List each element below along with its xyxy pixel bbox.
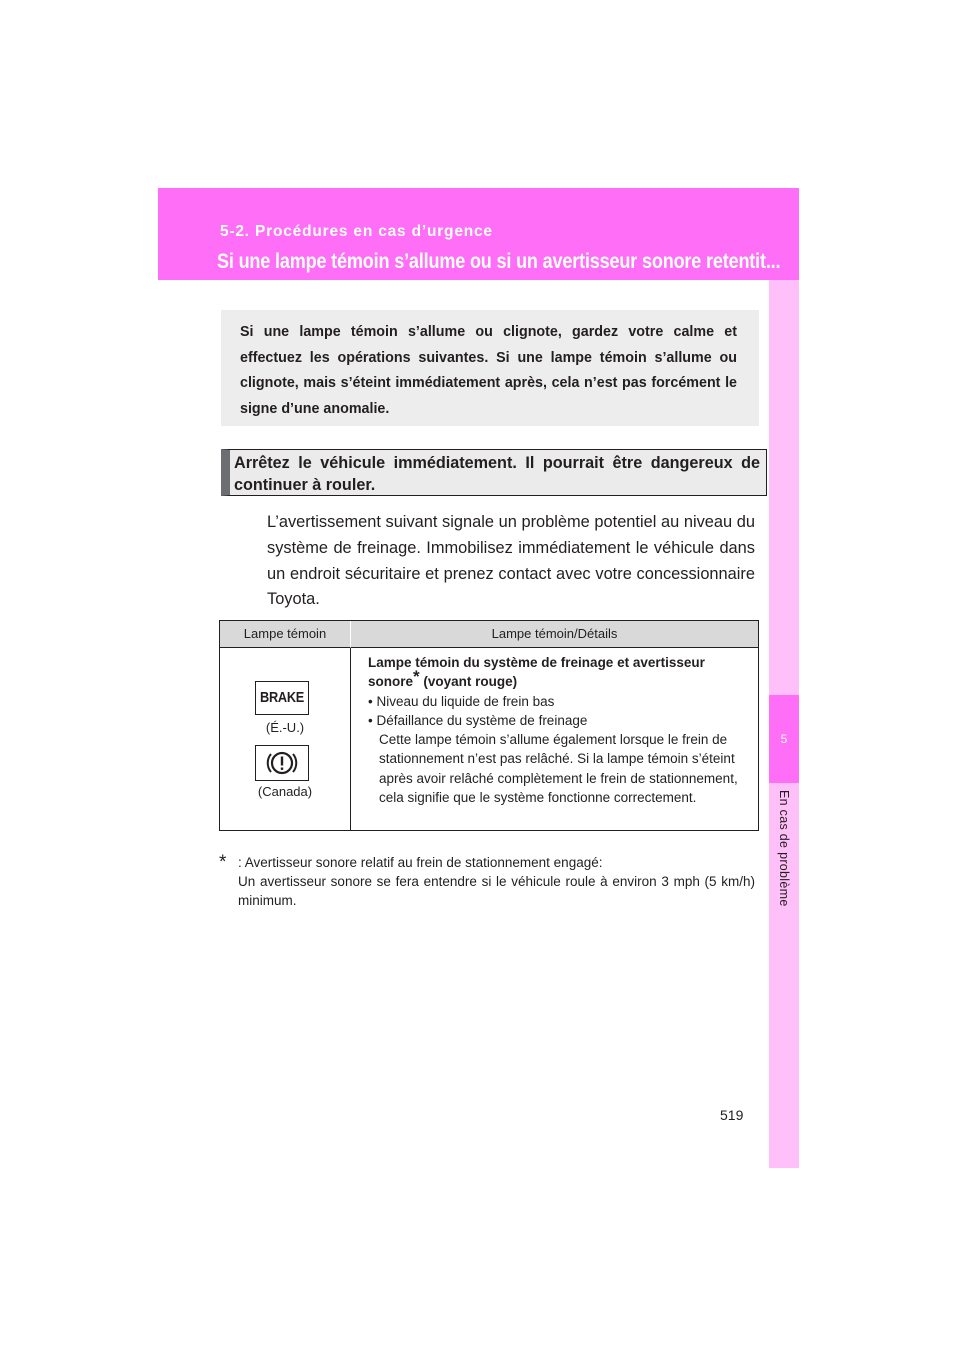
footnote-marker-inline: * bbox=[413, 666, 420, 686]
detail-title bbox=[368, 653, 748, 692]
brake-warning-icon bbox=[255, 681, 309, 715]
intro-text: Si une lampe témoin s’allume ou clignote, gardez votre calme et effectuez les opérations suivantes. Si une lampe témoin s’allume ou clignote, mais s’éteint immédiatement après, cela n’est pas forcément le signe d’une anomalie. bbox=[240, 324, 737, 417]
chapter-label: En cas de problème bbox=[777, 790, 791, 907]
exclamation-circle-icon bbox=[255, 745, 309, 781]
warning-bar bbox=[221, 449, 767, 496]
warning-text: Arrêtez le véhicule immédiatement. Il pourrait être dangereux de continuer à rouler. bbox=[234, 454, 760, 494]
chapter-tab bbox=[769, 280, 799, 1168]
intro-box bbox=[221, 310, 759, 426]
column-divider bbox=[350, 648, 351, 830]
detail-title-suffix: (voyant rouge) bbox=[419, 674, 518, 690]
list-item: • Défaillance du système de freinage bbox=[368, 712, 588, 728]
footnote-marker: * bbox=[219, 852, 227, 873]
body-paragraph: L’avertissement suivant signale un problème potentiel au niveau du système de freinage. Immobilisez immédiatement le véhicule dans un endroit sécuritaire et prenez contact avec votre concessionnaire Toyota. bbox=[267, 513, 755, 609]
list-item: • Niveau du liquide de frein bas bbox=[368, 693, 555, 709]
footnote-line-1: : Avertisseur sonore relatif au frein de stationnement engagé: bbox=[238, 855, 603, 870]
table-header-details: Lampe témoin/Détails bbox=[351, 621, 758, 648]
section-header bbox=[158, 188, 799, 280]
region-label-canada: (Canada) bbox=[257, 784, 313, 799]
brake-icon-text: BRAKE bbox=[259, 690, 305, 706]
region-label-usa: (É.-U.) bbox=[265, 720, 305, 735]
detail-note: Cette lampe témoin s’allume également lorsque le frein de stationnement n’est pas relâché. Si la lampe témoin s’éteint après avoir relâché complètement le frein de stationnement, cela signifie que le système fonctionne correctement. bbox=[379, 732, 738, 806]
page-number: 519 bbox=[720, 1107, 744, 1123]
detail-cell bbox=[368, 653, 748, 807]
lamp-table bbox=[219, 620, 759, 831]
page-title: Si une lampe témoin s’allume ou si un avertisseur sonore retentit... bbox=[217, 250, 781, 273]
footnote-line-2: Un avertisseur sonore se fera entendre si le véhicule roule à environ 3 mph (5 km/h) minimum. bbox=[238, 874, 755, 908]
detail-title-main: Lampe témoin du système de freinage et avertisseur sonore bbox=[368, 655, 705, 690]
table-header-lamp: Lampe témoin bbox=[220, 621, 351, 648]
chapter-number: 5 bbox=[769, 695, 799, 783]
section-label: 5-2. Procédures en cas d’urgence bbox=[220, 223, 493, 240]
footnote bbox=[219, 853, 755, 910]
